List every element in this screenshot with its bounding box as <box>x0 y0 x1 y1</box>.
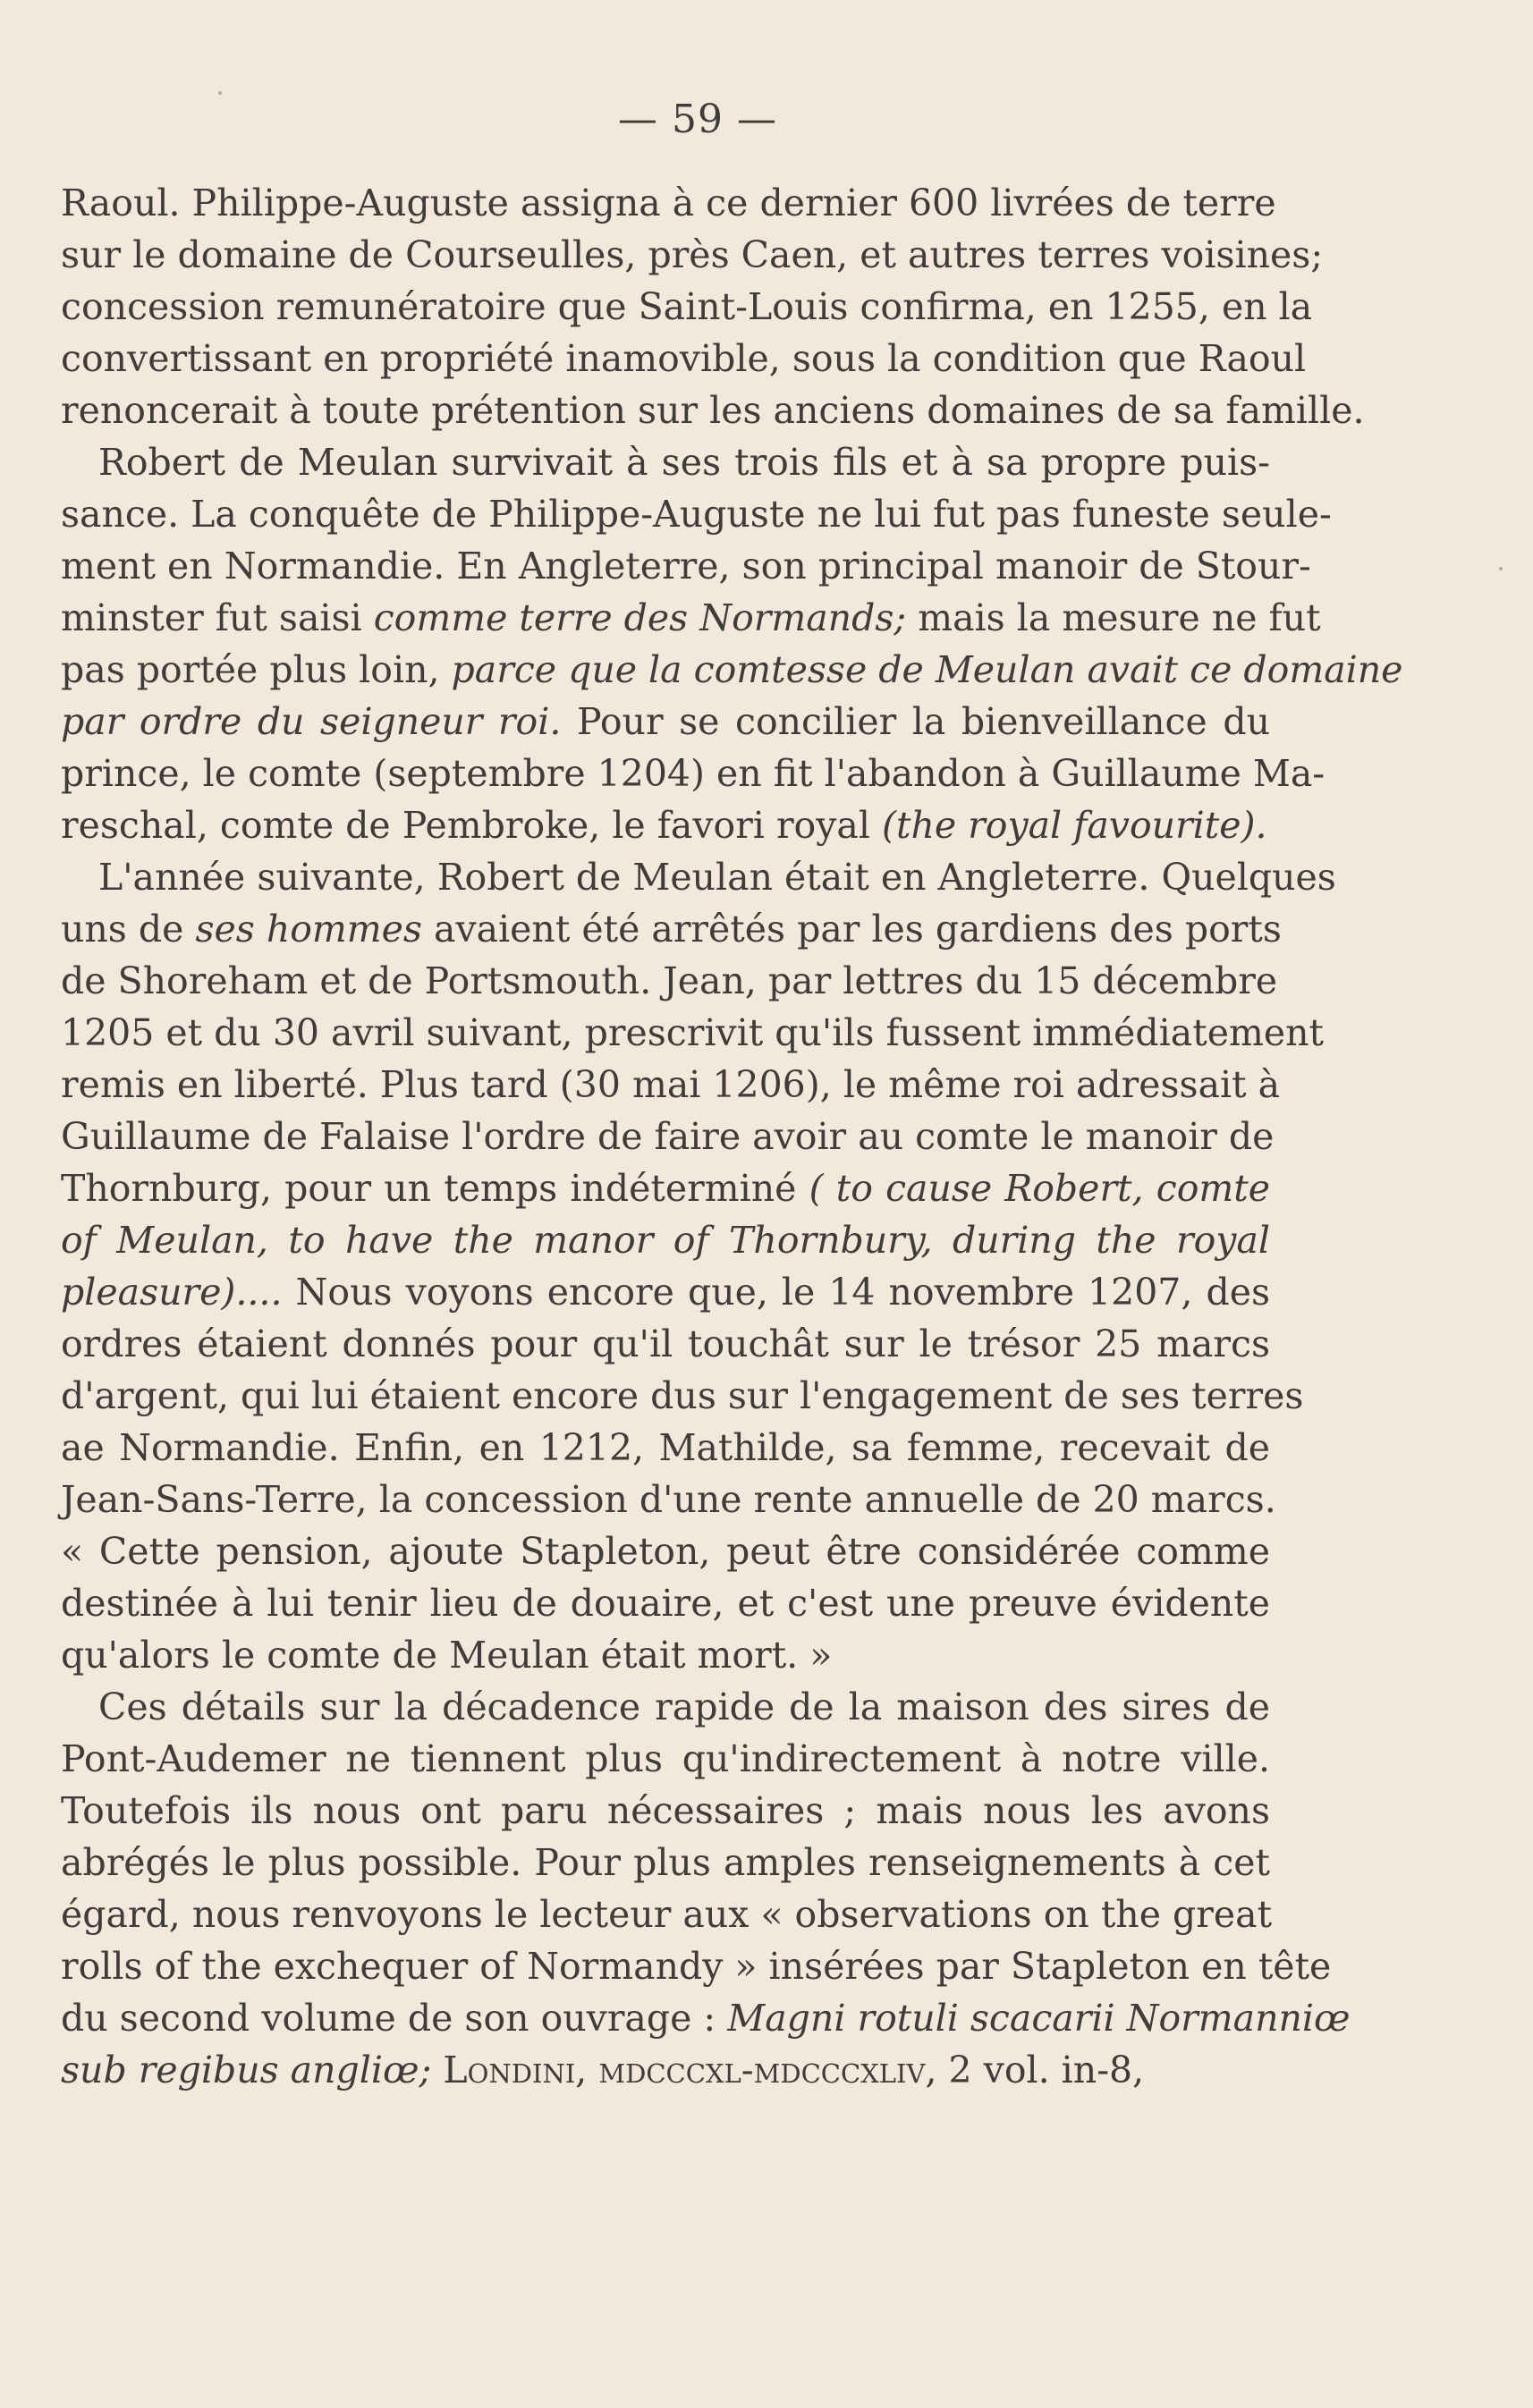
text-line: destinée à lui tenir lieu de douaire, et c'est une preuve évidente <box>61 1582 1270 1625</box>
text-line: Thornburg, pour un temps indéterminé ( to cause Robert, comte <box>61 1167 1270 1210</box>
text-line: du second volume de son ouvrage : Magni rotuli scacarii Normanniœ <box>61 1997 1351 2040</box>
text-line: sur le domaine de Courseulles, près Caen, et autres terres voisines; <box>61 233 1324 276</box>
paper-speck <box>1499 567 1503 570</box>
text-line: concession remunératoire que Saint-Louis confirma, en 1255, en la <box>61 285 1313 328</box>
text-line: pleasure).... Nous voyons encore que, le 14 novembre 1207, des <box>61 1271 1270 1314</box>
text-line: Toutefois ils nous ont paru nécessaires ; mais nous les avons <box>61 1789 1270 1832</box>
text-line: Robert de Meulan survivait à ses trois fils et à sa propre puis- <box>98 441 1270 484</box>
text-line: ment en Normandie. En Angleterre, son principal manoir de Stour- <box>61 545 1311 587</box>
text-line: égard, nous renvoyons le lecteur aux « observations on the great <box>61 1893 1273 1936</box>
text-line: of Meulan, to have the manor of Thornbury, during the royal <box>61 1219 1270 1262</box>
text-line: par ordre du seigneur roi. Pour se concilier la bienveillance du <box>61 700 1270 743</box>
text-line: minster fut saisi comme terre des Normands; mais la mesure ne fut <box>61 596 1321 639</box>
text-line: Ces détails sur la décadence rapide de la maison des sires de <box>98 1686 1270 1728</box>
text-line: Jean-Sans-Terre, la concession d'une rente annuelle de 20 marcs. <box>61 1478 1276 1521</box>
text-line: 1205 et du 30 avril suivant, prescrivit qu'ils fussent immédiatement <box>61 1011 1324 1054</box>
text-line: qu'alors le comte de Meulan était mort. » <box>61 1634 833 1677</box>
body-text <box>61 177 1403 2096</box>
text-line: pas portée plus loin, parce que la comtesse de Meulan avait ce domaine <box>61 648 1403 691</box>
text-line: d'argent, qui lui étaient encore dus sur l'engagement de ses terres <box>61 1374 1304 1417</box>
text-line: Guillaume de Falaise l'ordre de faire avoir au comte le manoir de <box>61 1115 1275 1158</box>
text-line: L'année suivante, Robert de Meulan était en Angleterre. Quelques <box>98 856 1336 899</box>
text-line: reschal, comte de Pembroke, le favori royal (the royal favourite). <box>61 804 1267 847</box>
text-line: rolls of the exchequer of Normandy » insérées par Stapleton en tête <box>61 1945 1332 1988</box>
text-line: sance. La conquête de Philippe-Auguste ne lui fut pas funeste seule- <box>61 493 1332 536</box>
text-line: convertissant en propriété inamovible, sous la condition que Raoul <box>61 337 1307 380</box>
text-line: de Shoreham et de Portsmouth. Jean, par lettres du 15 décembre <box>61 959 1278 1002</box>
text-line: sub regibus angliœ; Londini, mdcccxl-mdcccxliv, 2 vol. in-8, <box>61 2049 1145 2091</box>
text-line: abrégés le plus possible. Pour plus amples renseignements à cet <box>61 1841 1270 1884</box>
text-line: ae Normandie. Enfin, en 1212, Mathilde, sa femme, recevait de <box>61 1426 1270 1469</box>
text-line: « Cette pension, ajoute Stapleton, peut être considérée comme <box>61 1530 1270 1573</box>
text-line: uns de ses hommes avaient été arrêtés par les gardiens des ports <box>61 908 1282 951</box>
page-number: — 59 — <box>618 97 777 142</box>
text-line: renoncerait à toute prétention sur les anciens domaines de sa famille. <box>61 389 1365 432</box>
text-line: Pont-Audemer ne tiennent plus qu'indirectement à notre ville. <box>61 1737 1270 1780</box>
text-line: ordres étaient donnés pour qu'il touchât sur le trésor 25 marcs <box>61 1322 1270 1365</box>
text-line: prince, le comte (septembre 1204) en fit l'abandon à Guillaume Ma- <box>61 752 1325 795</box>
text-line: remis en liberté. Plus tard (30 mai 1206), le même roi adressait à <box>61 1063 1281 1106</box>
text-line: Raoul. Philippe-Auguste assigna à ce dernier 600 livrées de terre <box>61 182 1276 224</box>
paper-speck <box>218 91 222 95</box>
